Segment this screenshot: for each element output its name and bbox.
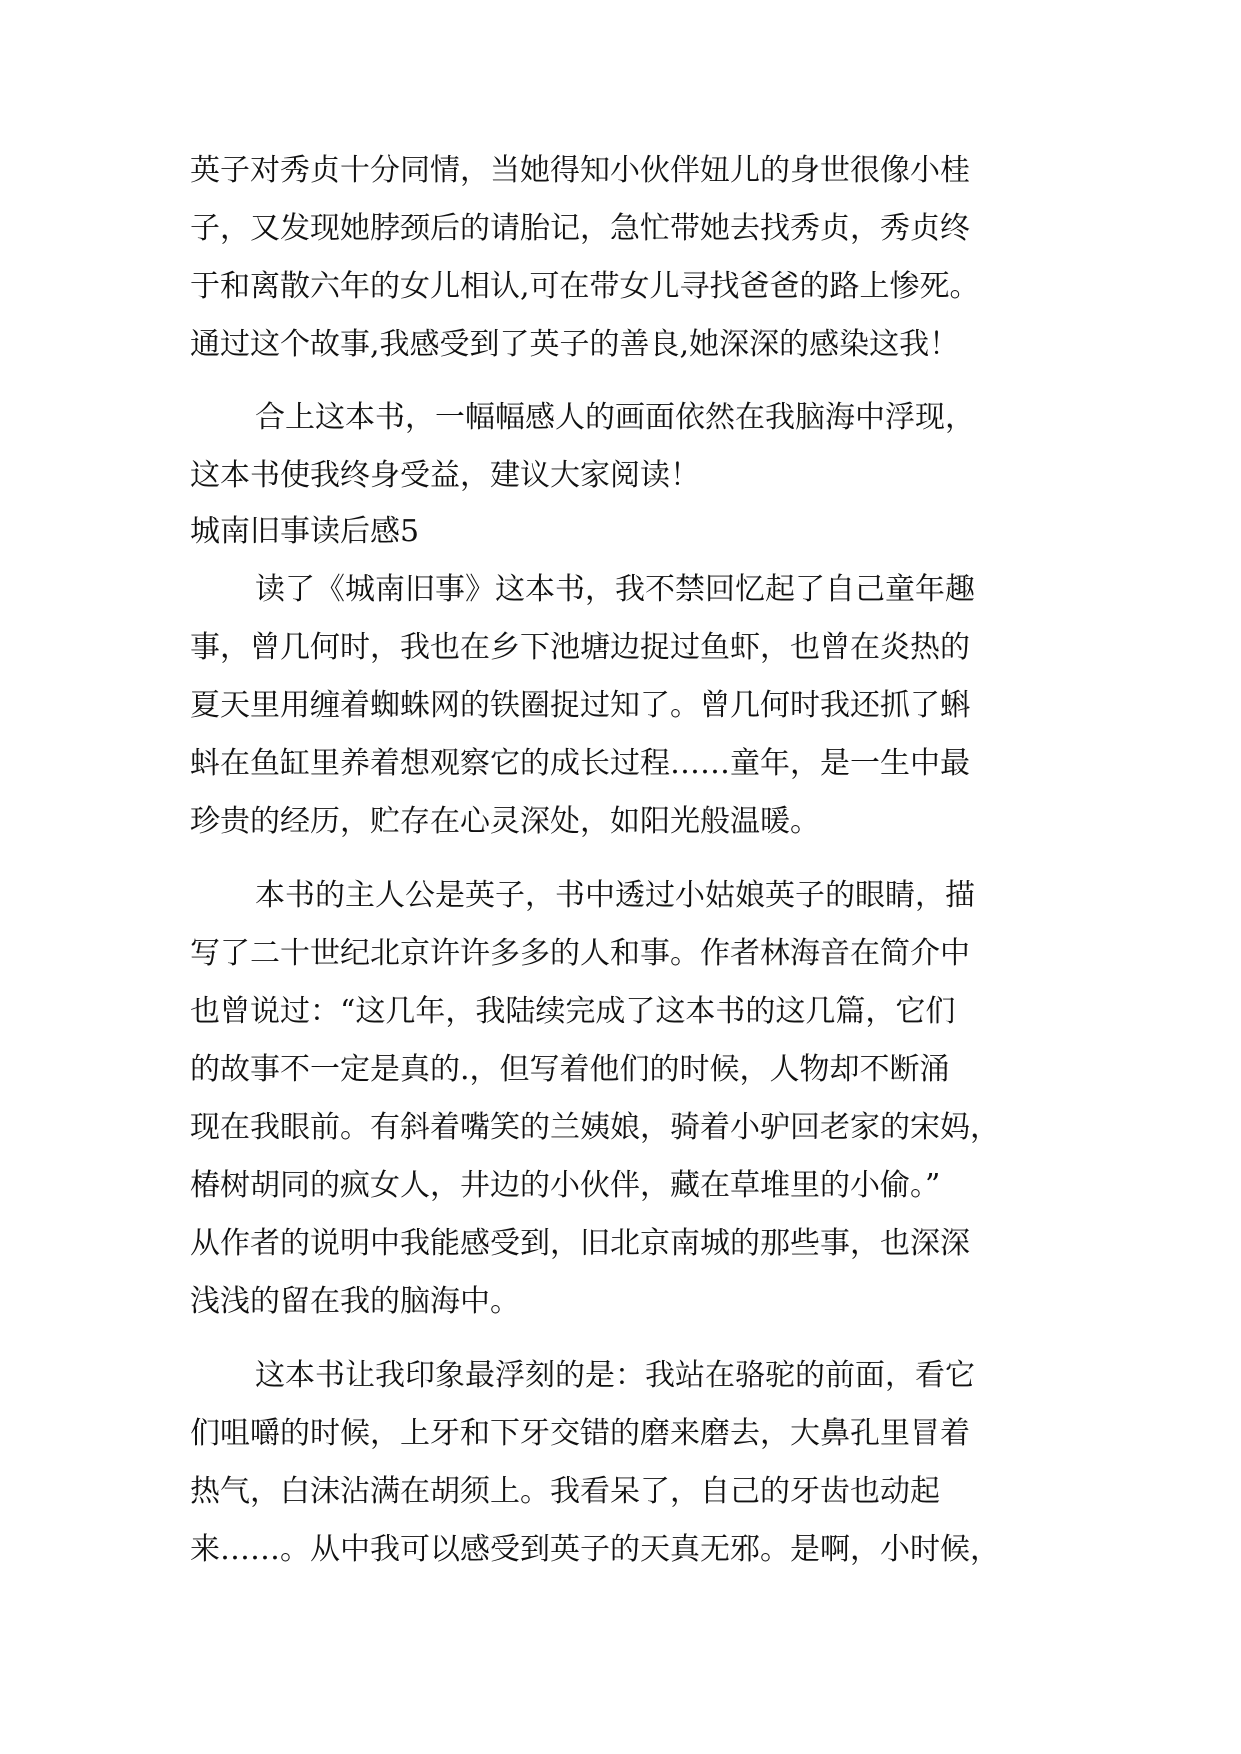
paragraph-line: 椿树胡同的疯女人，井边的小伙伴，藏在草堆里的小偷。” [190,1168,941,1203]
paragraph-line: 通过这个故事,我感受到了英子的善良,她深深的感染这我！ [190,327,960,362]
paragraph-line: 子，又发现她脖颈后的请胎记，急忙带她去找秀贞，秀贞终 [190,211,970,246]
paragraph-line: 从作者的说明中我能感受到，旧北京南城的那些事，也深深 [190,1226,970,1261]
paragraph-line: 于和离散六年的女儿相认,可在带女儿寻找爸爸的路上惨死。 [190,269,980,304]
paragraph-line: 浅浅的留在我的脑海中。 [190,1284,520,1319]
paragraph-line: 本书的主人公是英子，书中透过小姑娘英子的眼睛，描 [255,878,975,913]
paragraph-line: 也曾说过：“这几年，我陆续完成了这本书的这几篇，它们 [190,994,956,1029]
section-heading: 城南旧事读后感5 [190,514,420,549]
paragraph-line: 们咀嚼的时候，上牙和下牙交错的磨来磨去，大鼻孔里冒着 [190,1416,970,1451]
paragraph-line: 这本书使我终身受益，建议大家阅读！ [190,458,700,493]
paragraph-line: 蚪在鱼缸里养着想观察它的成长过程……童年，是一生中最 [190,746,970,781]
paragraph-line: 读了《城南旧事》这本书，我不禁回忆起了自己童年趣 [255,572,975,607]
paragraph-line: 珍贵的经历，贮存在心灵深处，如阳光般温暖。 [190,804,820,839]
paragraph-line: 写了二十世纪北京许许多多的人和事。作者林海音在简介中 [190,936,970,971]
paragraph-line: 这本书让我印象最浮刻的是：我站在骆驼的前面，看它 [255,1358,975,1393]
paragraph-line: 事，曾几何时，我也在乡下池塘边捉过鱼虾，也曾在炎热的 [190,630,970,665]
paragraph-line: 英子对秀贞十分同情，当她得知小伙伴妞儿的身世很像小桂 [190,153,970,188]
paragraph-line: 热气，白沫沾满在胡须上。我看呆了，自己的牙齿也动起 [190,1474,940,1509]
paragraph-line: 夏天里用缠着蜘蛛网的铁圈捉过知了。曾几何时我还抓了蝌 [190,688,970,723]
paragraph-line: 的故事不一定是真的.，但写着他们的时候，人物却不断涌 [190,1052,950,1087]
paragraph-line: 现在我眼前。有斜着嘴笑的兰姨娘，骑着小驴回老家的宋妈， [190,1110,1000,1145]
paragraph-line: 来……。从中我可以感受到英子的天真无邪。是啊，小时候， [190,1532,1000,1567]
paragraph-line: 合上这本书，一幅幅感人的画面依然在我脑海中浮现， [255,400,975,435]
